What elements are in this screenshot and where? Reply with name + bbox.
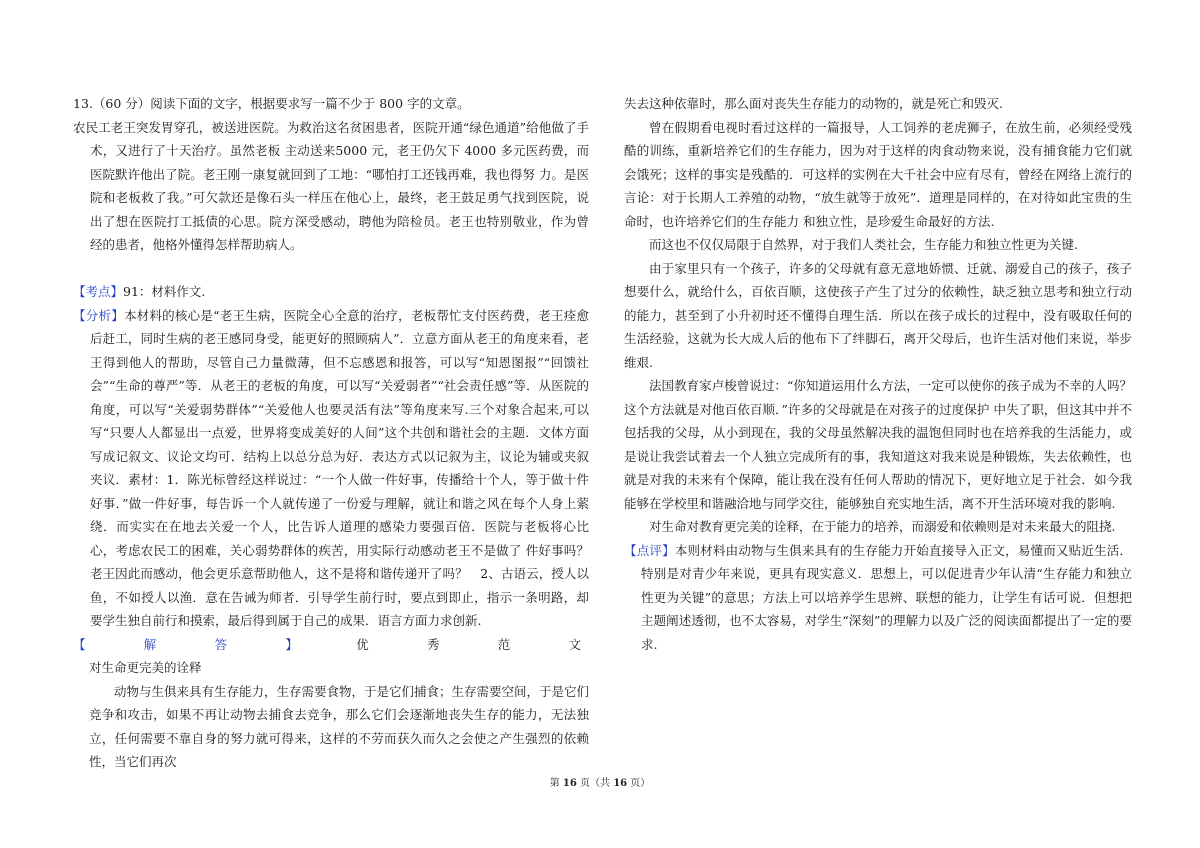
jieda-char: 答 — [214, 636, 228, 652]
question-heading: 13.（60 分）阅读下面的文字，根据要求写一篇不少于 800 字的文章。 — [73, 96, 470, 111]
jieda-char: 范 — [497, 636, 511, 652]
kaodian-tag: 【考点】 — [73, 284, 124, 299]
essay-paragraph-1-part-a: 动物与生俱来具有生存能力，生存需要食物，于是它们捕食；生存需要空间，于是它们竞争和攻击，如果不再让动物去捕食去竞争，那么它们会逐渐地丧失生存的能力，无法独立，任何需要不靠自身的努力就可得来，这样的不劳而获久而久之会使之产生强烈的依赖性，当它们再次 — [89, 683, 590, 769]
dianping-section — [624, 539, 1132, 657]
essay-paragraph-5: 法国教育家卢梭曾说过：“你知道运用什么方法，一定可以使你的孩子成为不幸的人吗？这个方法就是对他百依百顺．”许多的父母就是在对孩子的过度保护 中失了职，但这其中并不包括我的父母，从小到现在，我的父母虽然解决我的温饱但同时也在培养我的生活能力，或是说让我尝试着去一个人独立完成所有的事，我知道这对我来说是种锻炼，失去依赖性，也就是对我的未来有个保障，能让我在没有任何人帮助的情况下，更好地立足于社会．如今我能够在学校里和谐融洽地与同学交往，能够独自充实地生活，离不开生活环境对我的影响. — [624, 378, 1132, 511]
essay-paragraph-3: 而这也不仅仅局限于自然界，对于我们人类社会，生存能力和独立性更为关键. — [649, 237, 1078, 252]
footer-prefix: 第 — [549, 778, 560, 789]
jieda-char: 优 — [356, 636, 369, 652]
right-column — [624, 92, 1132, 656]
footer-middle: 页（共 — [580, 778, 610, 789]
kaodian-text: 91：材料作文. — [123, 284, 206, 299]
spacer — [73, 257, 589, 281]
page-footer — [0, 774, 1200, 789]
jieda-char: 文 — [568, 636, 581, 652]
jieda-heading — [73, 633, 589, 657]
fenxi-section — [73, 304, 589, 633]
footer-page-number: 16 — [562, 778, 577, 789]
dianping-text: 本则材料由动物与生俱来具有的生存能力开始直接导入正文，易懂而又贴近生活．特别是对青少年来说，更具有现实意义．思想上，可以促进青少年认清“生存能力和独立性更为关键”的意思；方法上可以培养学生思辨、联想的能力，让学生有话可说．但想把主题阐述透彻，也不太容易，对学生“深刻”的理解力以及广泛的阅读面都提出了一定的要求. — [641, 542, 1132, 652]
footer-suffix: 页） — [630, 778, 651, 789]
essay-title: 对生命更完美的诠释 — [89, 660, 202, 675]
dianping-tag: 【点评】 — [624, 542, 675, 558]
essay-paragraph-1-part-b: 失去这种依靠时，那么面对丧失生存能力的动物的，就是死亡和毁灭. — [624, 96, 1003, 111]
jieda-char: 】 — [285, 636, 298, 652]
essay-paragraph-4: 由于家里只有一个孩子，许多的父母就有意无意地娇惯、迁就、溺爱自己的孩子，孩子想要什么，就给什么，百依百顺，这使孩子产生了过分的依赖性，缺乏独立思考和独立行动的能力，甚至到了小升初时还不懂得自理生活．所以在孩子成长的过程中，没有吸取任何的生活经验，这就为长大成人后的他布下了绊脚石，离开父母后，也许生活对他们来说，举步维艰. — [624, 260, 1132, 370]
essay-paragraph-6: 对生命对教育更完美的诠释，在于能力的培养，而溺爱和依赖则是对未来最大的阻挠. — [649, 519, 1116, 534]
jieda-char: 解 — [143, 636, 157, 652]
fenxi-tag: 【分析】 — [73, 307, 124, 323]
question-material: 农民工老王突发胃穿孔，被送进医院。为救治这名贫困患者，医院开通“绿色通道”给他做了手术，又进行了十天治疗。虽然老板 主动送来5000 元，老王仍欠下 4000 多元医药费，而医院默许他出了院。老王刚一康复就回到了工地：“哪怕打工还钱再难，我也得努 力。是医院和老板救了我。”可欠款还是像石头一样压在他心上，最终，老王鼓足勇气找到医院，说出了想在医院打工抵债的心思。院方深受感动，聘他为陪检员。老王也特别敬业，作为曾经的患者，他格外懂得怎样帮助病人。 — [73, 119, 589, 252]
essay-paragraph-2: 曾在假期看电视时看过这样的一篇报导，人工饲养的老虎狮子，在放生前，必须经受残酷的训练，重新培养它们的生存能力，因为对于这样的肉食动物来说，没有捕食能力它们就会饿死；这样的事实是残酷的．可这样的实例在大千社会中应有尽有，曾经在网络上流行的言论：对于长期人工养殖的动物，“放生就等于放死”．道理是同样的，在对待如此宝贵的生命时，也许培养它们的生存能力 和独立性，是珍爱生命最好的方法. — [624, 119, 1132, 229]
left-column — [73, 92, 589, 774]
footer-total-pages: 16 — [613, 778, 628, 789]
jieda-char: 秀 — [426, 636, 440, 652]
jieda-char: 【 — [73, 636, 86, 652]
fenxi-text: 本材料的核心是“老王生病，医院全心全意的治疗，老板帮忙支付医药费，老王痊愈后赶工，同时生病的老王感同身受，能更好的照顾病人”．立意方面从老王的角度来看，老王得到他人的帮助，尽管自己力量微薄，但不忘感恩和报答，可以写“知恩图报”“回馈社会”“生命的尊严”等．从老王的老板的角度，可以写“关爱弱者”“社会责任感”等．从医院的角度，可以写“关爱弱势群体”“关爱他人也要灵活有法”等角度来写.三个对象合起来,可以写“只要人人都显出一点爱，世界将变成美好的人间”这个共创和谐社会的主题．文体方面写成记叙文、议论文均可．结构上以总分总为好．表达方式以记叙为主，议论为辅或夹叙夹议．素材：1．陈光标曾经这样说过：“一个人做一件好事，传播给十个人，等于做十件好事．”做一件好事，每告诉一个人就传递了一份爱与理解，就让和谐之风在每个人身上萦 绕．而实实在在地去关爱一个人，比告诉人道理的感染力要强百倍．医院与老板将心比心，考虑农民工的困难，关心弱势群体的疾苦，用实际行动感动老王不是做了 件好事吗？老王因此而感动，他会更乐意帮助他人，这不是将和谐传递开了吗？ 2、古语云，授人以鱼，不如授人以渔．意在告诫为师者．引导学生前行时，要点到即止，指示一条明路，却要学生独自前行和摸索，最后得到属于自己的成果．语言方面力求创新. — [90, 307, 589, 628]
kaodian-section — [73, 280, 589, 304]
